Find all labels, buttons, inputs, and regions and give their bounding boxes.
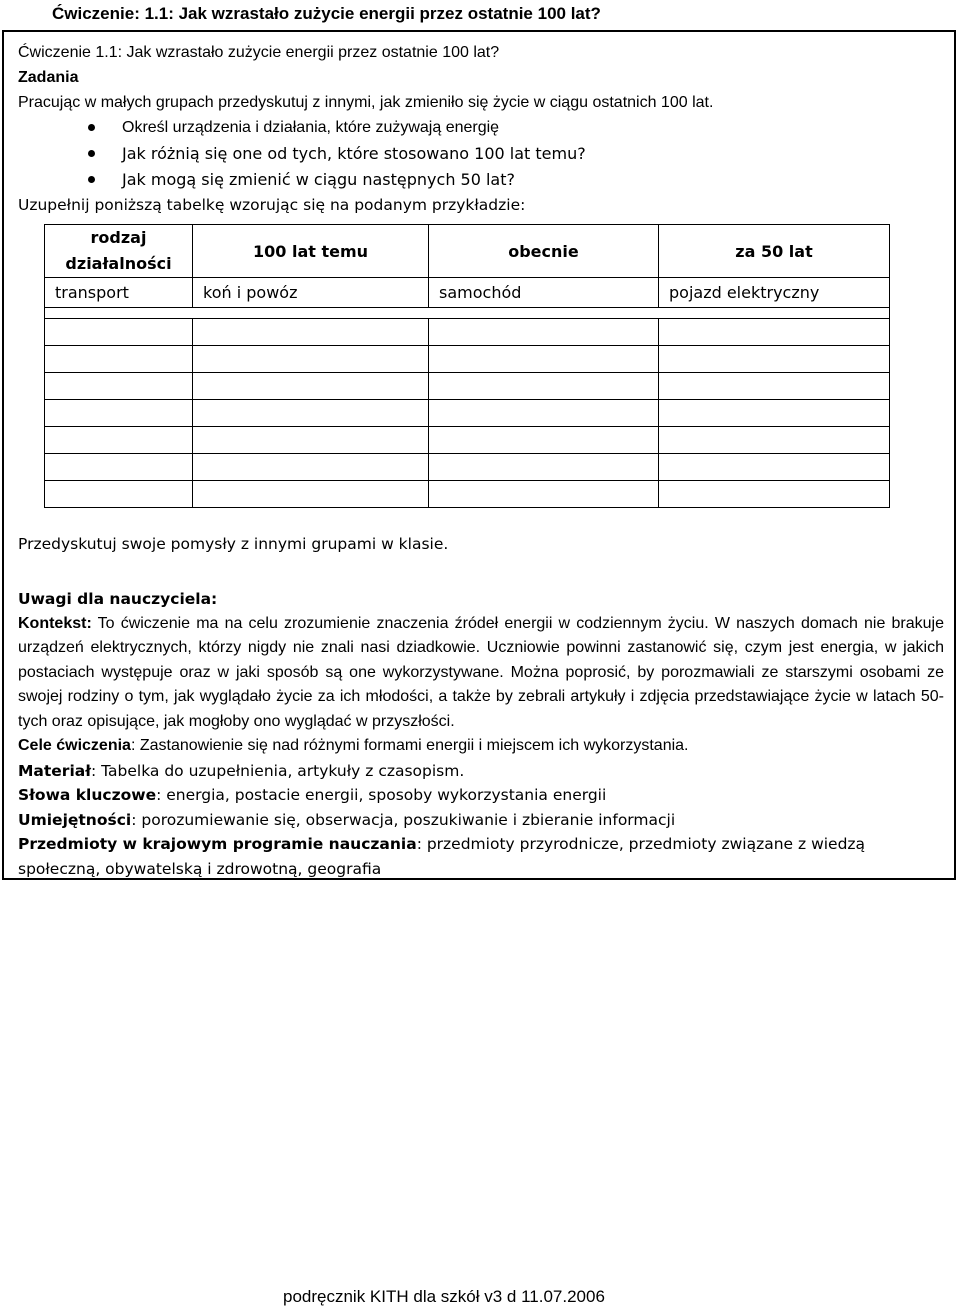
table-cell[interactable] bbox=[429, 481, 659, 508]
question-list bbox=[18, 115, 944, 193]
table-cell[interactable] bbox=[429, 427, 659, 454]
context-paragraph: Kontekst: To ćwiczenie ma na celu zrozumienie znaczenia źródeł energii w codziennym życiu. W naszych domach nie brakuje urządzeń elektrycznych, którzy nigdy nie znali nasi dziadkowie. Uczniowie powinni zastanowić się, czym jest energia, w jakich postaciach występuje oraz w jaki sposób są one wykorzystywane. Można poprosić, by porozmawiali ze starszymi osobami ze swojej rodziny o tym, jak wyglądało życie za ich młodości, a także by zebrali artykuły i zdjęcia przedstawiające życie w latach 50-tych oraz opisujące, jak mogłoby ono wyglądać w przyszłości. bbox=[18, 614, 944, 730]
list-item: Jak różnią się one od tych, które stosowano 100 lat temu? bbox=[18, 141, 944, 167]
page-header: Ćwiczenie: 1.1: Jak wzrastało zużycie energii przez ostatnie 100 lat? bbox=[52, 4, 601, 23]
goals-line: Cele ćwiczenia: Zastanowienie się nad różnymi formami energii i miejscem ich wykorzystania. bbox=[18, 737, 689, 754]
table-cell[interactable] bbox=[659, 319, 890, 346]
table-cell[interactable] bbox=[659, 481, 890, 508]
table-cell[interactable] bbox=[429, 400, 659, 427]
exercise-title: Ćwiczenie 1.1: Jak wzrastało zużycie energii przez ostatnie 100 lat? bbox=[18, 44, 500, 61]
table-row[interactable] bbox=[45, 481, 890, 508]
table-instruction: Uzupełnij poniższą tabelkę wzorując się na podanym przykładzie: bbox=[18, 196, 526, 214]
table-cell[interactable] bbox=[193, 319, 429, 346]
table-cell[interactable] bbox=[429, 319, 659, 346]
table-cell[interactable] bbox=[429, 346, 659, 373]
column-header: rodzaj działalności bbox=[45, 225, 193, 278]
skills-line: Umiejętności: porozumiewanie się, obserwacja, poszukiwanie i zbieranie informacji bbox=[18, 810, 676, 829]
list-item: Jak mogą się zmienić w ciągu następnych 50 lat? bbox=[18, 167, 944, 193]
table-cell[interactable] bbox=[45, 319, 193, 346]
table-row[interactable] bbox=[45, 319, 890, 346]
table-cell[interactable] bbox=[659, 454, 890, 481]
table-cell[interactable] bbox=[45, 454, 193, 481]
teacher-notes bbox=[18, 587, 944, 881]
table-cell[interactable] bbox=[45, 346, 193, 373]
table-row[interactable] bbox=[45, 373, 890, 400]
table-cell[interactable] bbox=[193, 400, 429, 427]
table-cell: koń i powóz bbox=[193, 278, 429, 308]
page-footer: podręcznik KITH dla szkół v3 d 11.07.2006 bbox=[283, 1287, 605, 1306]
table-cell[interactable] bbox=[193, 427, 429, 454]
table-header-row bbox=[45, 225, 890, 278]
column-header: obecnie bbox=[429, 225, 659, 278]
table-cell[interactable] bbox=[45, 400, 193, 427]
table-cell[interactable] bbox=[193, 454, 429, 481]
table-cell: pojazd elektryczny bbox=[659, 278, 890, 308]
table-row[interactable] bbox=[45, 427, 890, 454]
activity-table bbox=[44, 224, 890, 508]
column-header: 100 lat temu bbox=[193, 225, 429, 278]
intro-text: Pracując w małych grupach przedyskutuj z innymi, jak zmieniło się życie w ciągu ostatnich 100 lat. bbox=[18, 94, 714, 111]
discussion-text: Przedyskutuj swoje pomysły z innymi grupami w klasie. bbox=[18, 535, 449, 553]
notes-heading: Uwagi dla nauczyciela: bbox=[18, 590, 218, 608]
table-row[interactable] bbox=[45, 400, 890, 427]
bullet-icon bbox=[88, 150, 95, 157]
material-line: Materiał: Tabelka do uzupełnienia, artykuły z czasopism. bbox=[18, 761, 465, 780]
list-item: Określ urządzenia i działania, które zużywają energię bbox=[18, 115, 944, 141]
table-cell[interactable] bbox=[193, 373, 429, 400]
table-cell[interactable] bbox=[45, 427, 193, 454]
table-row[interactable] bbox=[45, 454, 890, 481]
table-row bbox=[45, 278, 890, 308]
keywords-line: Słowa kluczowe: energia, postacie energii, sposoby wykorzystania energii bbox=[18, 786, 607, 804]
table-cell[interactable] bbox=[45, 373, 193, 400]
subjects-line: Przedmioty w krajowym programie nauczania: przedmioty przyrodnicze, przedmioty związane z wiedzą społeczną, obywatelską i zdrowotną, geografia bbox=[18, 835, 866, 878]
table-spacer bbox=[45, 308, 890, 319]
table-cell[interactable] bbox=[429, 454, 659, 481]
exercise-frame bbox=[2, 30, 956, 880]
bullet-icon bbox=[88, 176, 95, 183]
column-header: za 50 lat bbox=[659, 225, 890, 278]
table-cell[interactable] bbox=[193, 346, 429, 373]
table-cell[interactable] bbox=[659, 346, 890, 373]
table-cell[interactable] bbox=[659, 427, 890, 454]
tasks-heading: Zadania bbox=[18, 69, 79, 86]
table-cell[interactable] bbox=[659, 373, 890, 400]
table-row[interactable] bbox=[45, 346, 890, 373]
table-cell[interactable] bbox=[429, 373, 659, 400]
table-cell[interactable] bbox=[193, 481, 429, 508]
bullet-icon bbox=[88, 124, 95, 131]
table-cell[interactable] bbox=[45, 481, 193, 508]
exercise-content bbox=[18, 40, 944, 218]
table-cell: transport bbox=[45, 278, 193, 308]
table-cell[interactable] bbox=[659, 400, 890, 427]
table-cell: samochód bbox=[429, 278, 659, 308]
